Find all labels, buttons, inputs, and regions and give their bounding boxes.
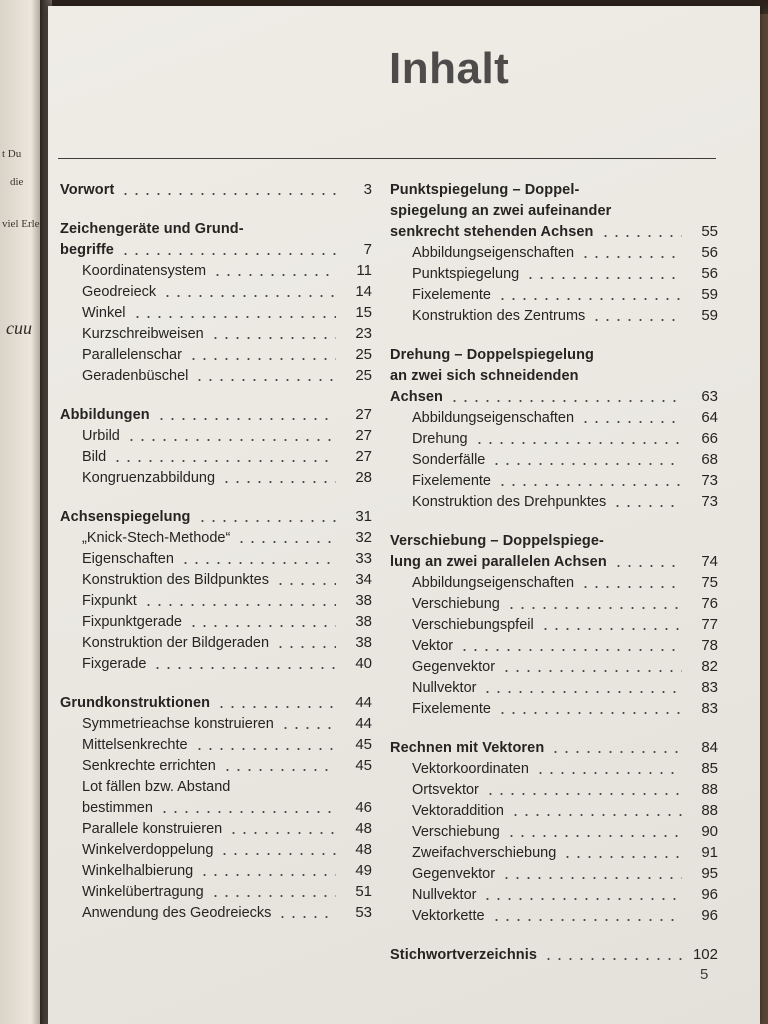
entry-title: Winkelhalbierung — [82, 863, 194, 879]
dot-leader — [482, 691, 682, 693]
toc-subentry — [390, 469, 718, 490]
dot-leader — [120, 253, 336, 255]
toc-subentry — [60, 526, 372, 547]
entry-page-number: 56 — [701, 244, 718, 261]
toc-subentry — [60, 322, 372, 343]
entry-title: Geodreieck — [82, 284, 157, 300]
entry-page-number: 64 — [701, 409, 718, 426]
entry-title: lung an zwei parallelen Achsen — [390, 554, 607, 570]
toc-column-right — [390, 178, 718, 982]
toc-entry — [390, 199, 718, 220]
left-page-fragment: t Du — [2, 148, 22, 160]
dot-leader — [501, 670, 682, 672]
toc-subentry — [60, 838, 372, 859]
entry-title: Geradenbüschel — [82, 368, 189, 384]
entry-page-number: 88 — [701, 802, 718, 819]
toc-subentry — [60, 568, 372, 589]
left-page-fragment: die — [10, 176, 24, 188]
entry-title: Konstruktion der Bildgeraden — [82, 635, 270, 651]
entry-page-number: 27 — [355, 427, 372, 444]
entry-page-number: 25 — [355, 367, 372, 384]
toc-subentry — [60, 259, 372, 280]
entry-title: Symmetrieachse konstruieren — [82, 716, 274, 732]
dot-leader — [156, 418, 336, 420]
dot-leader — [222, 769, 336, 771]
entry-title: Vektor — [412, 638, 454, 654]
dot-leader — [126, 439, 336, 441]
toc-section — [60, 178, 372, 199]
entry-page-number: 83 — [701, 679, 718, 696]
entry-page-number: 51 — [355, 883, 372, 900]
entry-title: Anwendung des Geodreiecks — [82, 905, 272, 921]
dot-leader — [497, 712, 682, 714]
toc-entry — [60, 178, 372, 199]
entry-title: Koordinatensystem — [82, 263, 207, 279]
dot-leader — [525, 277, 682, 279]
toc-entry — [390, 385, 718, 406]
entry-page-number: 90 — [701, 823, 718, 840]
dot-leader — [221, 481, 336, 483]
dot-leader — [219, 853, 336, 855]
entry-title: Achsen — [390, 389, 443, 405]
entry-page-number: 44 — [355, 694, 372, 711]
entry-page-number: 32 — [355, 529, 372, 546]
dot-leader — [474, 442, 682, 444]
dot-leader — [580, 421, 682, 423]
dot-leader — [497, 298, 682, 300]
toc-subentry — [60, 859, 372, 880]
entry-title: Abbildungseigenschaften — [412, 245, 575, 261]
dot-leader — [194, 748, 336, 750]
toc-entry — [60, 505, 372, 526]
dot-leader — [600, 235, 682, 237]
toc-subentry — [390, 778, 718, 799]
entry-page-number: 96 — [701, 886, 718, 903]
entry-page-number: 38 — [355, 634, 372, 651]
toc-section — [60, 403, 372, 487]
entry-title: Drehung – Doppelspiegelung — [390, 347, 594, 363]
toc-subentry — [60, 817, 372, 838]
entry-title: Rechnen mit Vektoren — [390, 740, 545, 756]
dot-leader — [194, 379, 336, 381]
dot-leader — [449, 400, 682, 402]
left-page-fragment: viel Erle — [2, 218, 40, 230]
entry-page-number: 102 — [692, 946, 718, 963]
toc-subentry — [390, 841, 718, 862]
entry-page-number: 38 — [355, 592, 372, 609]
entry-title: Winkel — [82, 305, 126, 321]
dot-leader — [280, 727, 336, 729]
entry-page-number: 76 — [701, 595, 718, 612]
toc-subentry — [60, 364, 372, 385]
entry-page-number: 95 — [701, 865, 718, 882]
toc-subentry — [60, 547, 372, 568]
dot-leader — [112, 460, 336, 462]
dot-leader — [275, 646, 336, 648]
entry-title: senkrecht stehenden Achsen — [390, 224, 594, 240]
entry-page-number: 46 — [355, 799, 372, 816]
entry-title: Verschiebung — [412, 824, 500, 840]
entry-page-number: 59 — [701, 307, 718, 324]
entry-page-number: 38 — [355, 613, 372, 630]
toc-column-left — [60, 178, 372, 940]
dot-leader — [210, 337, 336, 339]
entry-title: Vektorkoordinaten — [412, 761, 529, 777]
toc-subentry — [390, 304, 718, 325]
toc-subentry — [390, 262, 718, 283]
dot-leader — [613, 565, 682, 567]
page-number: 5 — [700, 966, 709, 983]
entry-title: Konstruktion des Bildpunktes — [82, 572, 269, 588]
dot-leader — [159, 811, 336, 813]
entry-title: Punktspiegelung — [412, 266, 520, 282]
entry-page-number: 88 — [701, 781, 718, 798]
dot-leader — [491, 919, 682, 921]
entry-title: Stichwortverzeichnis — [390, 947, 538, 963]
entry-page-number: 53 — [355, 904, 372, 921]
entry-page-number: 15 — [355, 304, 372, 321]
entry-title: Zweifachverschiebung — [412, 845, 557, 861]
toc-section — [390, 529, 718, 718]
toc-entry — [60, 217, 372, 238]
entry-page-number: 56 — [701, 265, 718, 282]
dot-leader — [612, 505, 682, 507]
entry-title: Eigenschaften — [82, 551, 174, 567]
entry-title: Mittelsenkrechte — [82, 737, 188, 753]
entry-page-number: 44 — [355, 715, 372, 732]
entry-page-number: 68 — [701, 451, 718, 468]
toc-entry — [390, 343, 718, 364]
toc-entry — [60, 403, 372, 424]
dot-leader — [216, 706, 336, 708]
entry-title: Vorwort — [60, 182, 115, 198]
entry-title: Sonderfälle — [412, 452, 486, 468]
entry-title: spiegelung an zwei aufeinander — [390, 203, 612, 219]
toc-section — [390, 736, 718, 925]
toc-section — [390, 943, 718, 964]
entry-title: Kurzschreibweisen — [82, 326, 204, 342]
entry-page-number: 74 — [701, 553, 718, 570]
entry-title: Vektorkette — [412, 908, 485, 924]
toc-subentry — [390, 634, 718, 655]
entry-title: begriffe — [60, 242, 114, 258]
entry-page-number: 27 — [355, 448, 372, 465]
dot-leader — [152, 667, 336, 669]
toc-subentry — [60, 424, 372, 445]
entry-page-number: 75 — [701, 574, 718, 591]
toc-subentry — [60, 733, 372, 754]
toc-entry — [390, 943, 718, 964]
dot-leader — [188, 358, 336, 360]
entry-title: Winkelübertragung — [82, 884, 204, 900]
entry-title: Vektoraddition — [412, 803, 504, 819]
entry-page-number: 82 — [701, 658, 718, 675]
toc-subentry — [60, 466, 372, 487]
dot-leader — [497, 484, 682, 486]
entry-title: Bild — [82, 449, 107, 465]
toc-subentry — [60, 652, 372, 673]
toc-entry — [390, 220, 718, 241]
entry-title: „Knick-Stech-Methode“ — [82, 530, 231, 546]
toc-subentry — [60, 610, 372, 631]
toc-subentry — [390, 862, 718, 883]
entry-title: Gegenvektor — [412, 659, 496, 675]
entry-title: Nullvektor — [412, 887, 477, 903]
toc-subentry — [390, 820, 718, 841]
entry-page-number: 96 — [701, 907, 718, 924]
toc-subentry — [390, 904, 718, 925]
dot-leader — [180, 562, 336, 564]
entry-title: Verschiebungspfeil — [412, 617, 534, 633]
entry-page-number: 63 — [701, 388, 718, 405]
entry-page-number: 3 — [363, 181, 372, 198]
toc-subentry — [60, 754, 372, 775]
toc-subentry — [390, 613, 718, 634]
entry-page-number: 14 — [355, 283, 372, 300]
toc-subentry — [390, 283, 718, 304]
entry-page-number: 84 — [701, 739, 718, 756]
entry-page-number: 85 — [701, 760, 718, 777]
entry-title: Gegenvektor — [412, 866, 496, 882]
dot-leader — [236, 541, 336, 543]
entry-page-number: 73 — [701, 472, 718, 489]
dot-leader — [210, 895, 336, 897]
toc-subentry — [60, 796, 372, 817]
entry-page-number: 45 — [355, 736, 372, 753]
toc-subentry — [390, 592, 718, 613]
entry-title: Fixpunkt — [82, 593, 137, 609]
dot-leader — [132, 316, 336, 318]
entry-page-number: 49 — [355, 862, 372, 879]
dot-leader — [485, 793, 682, 795]
toc-subentry — [390, 406, 718, 427]
dot-leader — [162, 295, 336, 297]
entry-page-number: 33 — [355, 550, 372, 567]
entry-title: Punktspiegelung – Doppel- — [390, 182, 580, 198]
entry-page-number: 31 — [355, 508, 372, 525]
dot-leader — [275, 583, 336, 585]
page-title: Inhalt — [389, 44, 510, 93]
entry-title: Nullvektor — [412, 680, 477, 696]
entry-title: Konstruktion des Zentrums — [412, 308, 586, 324]
entry-title: Urbild — [82, 428, 120, 444]
toc-subentry — [390, 490, 718, 511]
entry-page-number: 66 — [701, 430, 718, 447]
entry-page-number: 28 — [355, 469, 372, 486]
toc-subentry — [390, 241, 718, 262]
toc-subentry — [60, 880, 372, 901]
entry-title: Kongruenzabbildung — [82, 470, 216, 486]
entry-page-number: 25 — [355, 346, 372, 363]
entry-title: bestimmen — [82, 800, 153, 816]
dot-leader — [120, 193, 336, 195]
toc-subentry — [60, 631, 372, 652]
entry-title: Winkelverdoppelung — [82, 842, 214, 858]
entry-title: Parallele konstruieren — [82, 821, 223, 837]
entry-title: Verschiebung – Doppelspiege- — [390, 533, 604, 549]
entry-title: Zeichengeräte und Grund- — [60, 221, 244, 237]
toc-subentry — [60, 901, 372, 922]
toc-subentry — [390, 676, 718, 697]
dot-leader — [459, 649, 682, 651]
entry-title: Drehung — [412, 431, 468, 447]
entry-page-number: 78 — [701, 637, 718, 654]
dot-leader — [491, 463, 682, 465]
entry-page-number: 73 — [701, 493, 718, 510]
dot-leader — [580, 256, 682, 258]
entry-page-number: 48 — [355, 820, 372, 837]
toc-subentry — [390, 799, 718, 820]
entry-title: Abbildungseigenschaften — [412, 410, 575, 426]
toc-subentry — [60, 775, 372, 796]
toc-section — [390, 343, 718, 511]
dot-leader — [197, 520, 336, 522]
entry-title: Fixelemente — [412, 287, 491, 303]
entry-page-number: 59 — [701, 286, 718, 303]
toc-entry — [390, 736, 718, 757]
dot-leader — [212, 274, 336, 276]
entry-title: Fixelemente — [412, 473, 491, 489]
dot-leader — [540, 628, 682, 630]
entry-title: Fixpunktgerade — [82, 614, 182, 630]
entry-title: Abbildungseigenschaften — [412, 575, 575, 591]
toc-page — [48, 6, 760, 1024]
toc-subentry — [390, 697, 718, 718]
toc-subentry — [60, 343, 372, 364]
left-page-scribble: cuu — [6, 318, 32, 338]
entry-page-number: 45 — [355, 757, 372, 774]
toc-entry — [390, 364, 718, 385]
dot-leader — [188, 625, 336, 627]
entry-title: Fixelemente — [412, 701, 491, 717]
dot-leader — [506, 835, 682, 837]
entry-page-number: 23 — [355, 325, 372, 342]
toc-subentry — [60, 301, 372, 322]
toc-entry — [60, 238, 372, 259]
toc-entry — [390, 178, 718, 199]
dot-leader — [510, 814, 682, 816]
toc-section — [60, 217, 372, 385]
entry-page-number: 27 — [355, 406, 372, 423]
dot-leader — [228, 832, 336, 834]
toc-subentry — [390, 757, 718, 778]
entry-title: Ortsvektor — [412, 782, 479, 798]
dot-leader — [506, 607, 682, 609]
dot-leader — [501, 877, 682, 879]
toc-subentry — [390, 427, 718, 448]
dot-leader — [562, 856, 682, 858]
dot-leader — [591, 319, 682, 321]
entry-page-number: 11 — [356, 262, 372, 279]
entry-page-number: 40 — [355, 655, 372, 672]
entry-page-number: 7 — [363, 241, 372, 258]
toc-subentry — [390, 571, 718, 592]
entry-page-number: 91 — [701, 844, 718, 861]
entry-page-number: 34 — [355, 571, 372, 588]
entry-page-number: 48 — [355, 841, 372, 858]
entry-page-number: 77 — [701, 616, 718, 633]
dot-leader — [199, 874, 336, 876]
entry-title: Parallelenschar — [82, 347, 182, 363]
dot-leader — [535, 772, 682, 774]
entry-title: Achsenspiegelung — [60, 509, 191, 525]
toc-subentry — [390, 655, 718, 676]
dot-leader — [580, 586, 682, 588]
left-page-edge — [0, 0, 44, 1024]
toc-subentry — [390, 883, 718, 904]
toc-subentry — [60, 589, 372, 610]
dot-leader — [277, 916, 336, 918]
toc-section — [60, 691, 372, 922]
entry-page-number: 55 — [701, 223, 718, 240]
entry-title: Senkrechte errichten — [82, 758, 216, 774]
entry-title: Abbildungen — [60, 407, 150, 423]
entry-title: Lot fällen bzw. Abstand — [82, 779, 231, 795]
toc-entry — [60, 691, 372, 712]
dot-leader — [143, 604, 336, 606]
toc-subentry — [60, 445, 372, 466]
entry-title: Verschiebung — [412, 596, 500, 612]
toc-subentry — [390, 448, 718, 469]
entry-title: an zwei sich schneidenden — [390, 368, 579, 384]
entry-title: Konstruktion des Drehpunktes — [412, 494, 607, 510]
entry-page-number: 83 — [701, 700, 718, 717]
dot-leader — [550, 751, 682, 753]
dot-leader — [482, 898, 682, 900]
toc-entry — [390, 550, 718, 571]
toc-section — [390, 178, 718, 325]
toc-section — [60, 505, 372, 673]
entry-title: Fixgerade — [82, 656, 147, 672]
toc-subentry — [60, 280, 372, 301]
dot-leader — [543, 958, 682, 960]
entry-title: Grundkonstruktionen — [60, 695, 211, 711]
title-divider — [58, 158, 716, 159]
toc-subentry — [60, 712, 372, 733]
toc-entry — [390, 529, 718, 550]
